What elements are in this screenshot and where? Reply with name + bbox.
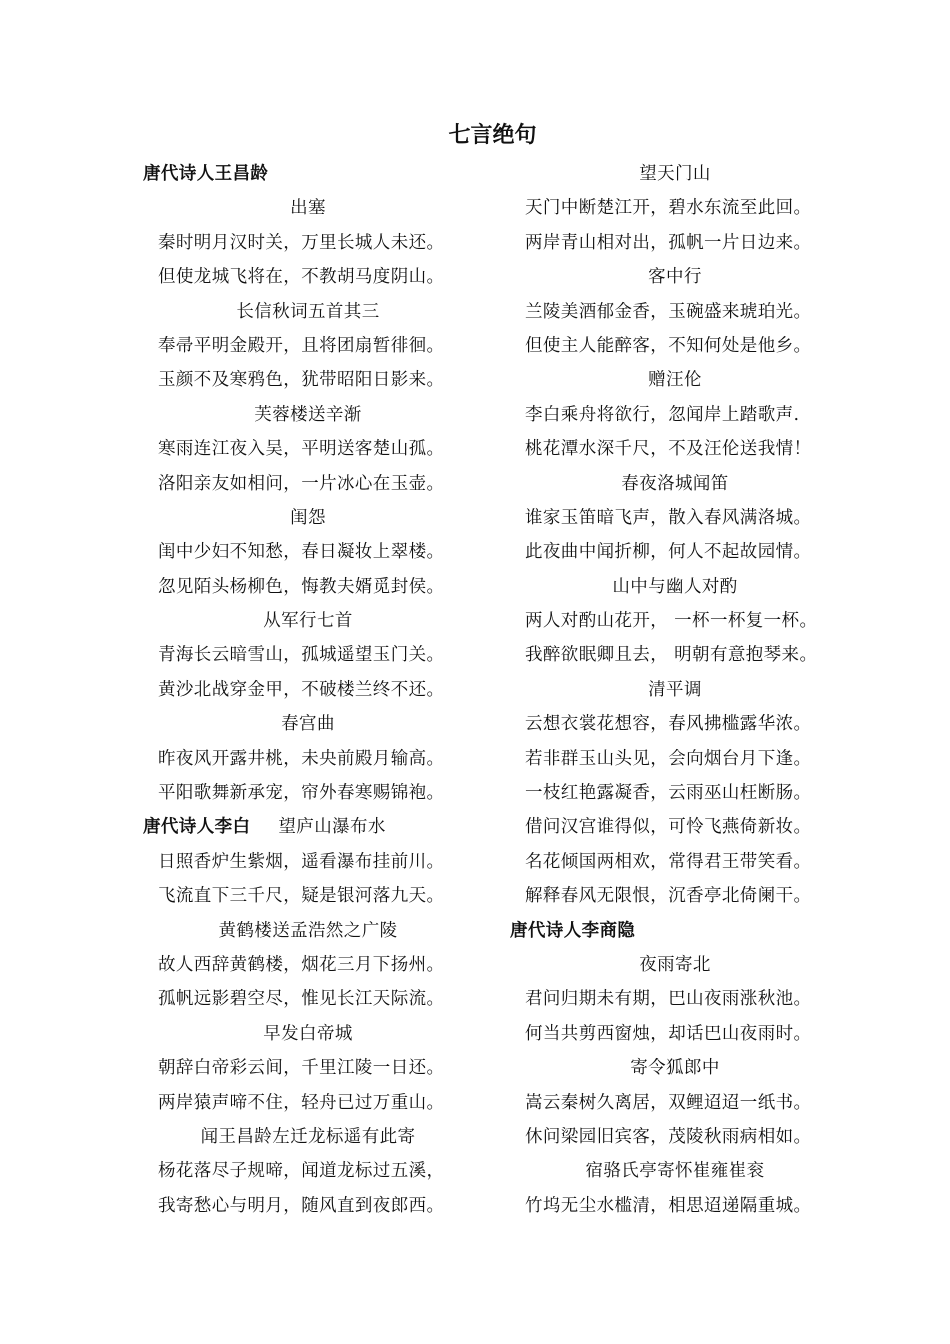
- poem-line: 李白乘舟将欲行，忽闻岸上踏歌声.: [525, 404, 800, 425]
- poem-title: 客中行: [648, 267, 702, 288]
- poem-line: 平阳歌舞新承宠，帘外春寒赐锦袍。: [158, 783, 445, 804]
- poem-title: 黄鹤楼送孟浩然之广陵: [218, 920, 398, 941]
- poem-line: 孤帆远影碧空尽，惟见长江天际流。: [158, 989, 445, 1010]
- poem-line: 云想衣裳花想容，春风拂槛露华浓。: [525, 714, 812, 735]
- poem-line: 闺中少妇不知愁，春日凝妆上翠楼。: [158, 542, 445, 563]
- poem-line: 杨花落尽子规啼，闻道龙标过五溪，: [158, 1161, 445, 1182]
- poem-line: 天门中断楚江开，碧水东流至此回。: [525, 198, 812, 219]
- poem-line: 洛阳亲友如相问，一片冰心在玉壶。: [158, 473, 445, 494]
- poem-title: 山中与幽人对酌: [612, 576, 738, 597]
- poem-title: 闺怨: [290, 507, 326, 528]
- poem-line: 但使龙城飞将在，不教胡马度阴山。: [158, 267, 445, 288]
- poem-line: 此夜曲中闻折柳，何人不起故园情。: [525, 542, 812, 563]
- poem-line: 奉帚平明金殿开，且将团扇暂徘徊。: [158, 335, 445, 356]
- poem-title: 长信秋词五首其三: [236, 301, 380, 322]
- left-column: [128, 157, 488, 1223]
- poem-line: 嵩云秦树久离居，双鲤迢迢一纸书。: [525, 1092, 812, 1113]
- poem-line: 借问汉宫谁得似，可怜飞燕倚新妆。: [525, 817, 812, 838]
- author-heading: 唐代诗人李白: [143, 817, 251, 838]
- poem-line: 故人西辞黄鹤楼，烟花三月下扬州。: [158, 954, 445, 975]
- poem-line: 若非群玉山头见，会向烟台月下逢。: [525, 748, 812, 769]
- author-heading: 唐代诗人王昌龄: [143, 164, 269, 184]
- poem-title: 望庐山瀑布水: [278, 817, 386, 838]
- poem-title: 从军行七首: [263, 611, 353, 632]
- right-column: [495, 157, 855, 1223]
- poem-line: 朝辞白帝彩云间，千里江陵一日还。: [158, 1058, 445, 1079]
- poem-line: 秦时明月汉时关，万里长城人未还。: [158, 232, 445, 253]
- poem-title: 赠汪伦: [648, 370, 702, 391]
- author-heading: 唐代诗人李商隐: [510, 920, 636, 941]
- poem-line: 日照香炉生紫烟，遥看瀑布挂前川。: [158, 851, 445, 872]
- poem-line: 君问归期未有期，巴山夜雨涨秋池。: [525, 989, 812, 1010]
- poem-line: 解释春风无限恨，沉香亭北倚阑干。: [525, 886, 812, 907]
- poem-line: 我寄愁心与明月，随风直到夜郎西。: [158, 1195, 445, 1216]
- poem-title: 望天门山: [639, 164, 711, 184]
- poem-line: 一枝红艳露凝香，云雨巫山枉断肠。: [525, 783, 812, 804]
- poem-line: 寒雨连江夜入吴，平明送客楚山孤。: [158, 439, 445, 460]
- poem-line: 何当共剪西窗烛，却话巴山夜雨时。: [525, 1023, 812, 1044]
- poem-line: 但使主人能醉客，不知何处是他乡。: [525, 335, 812, 356]
- poem-line: 名花倾国两相欢，常得君王带笑看。: [525, 851, 812, 872]
- poem-line: 两人对酌山花开， 一杯一杯复一杯。: [525, 611, 818, 632]
- poem-line: 黄沙北战穿金甲，不破楼兰终不还。: [158, 679, 445, 700]
- poem-line: 忽见陌头杨柳色，悔教夫婿觅封侯。: [158, 576, 445, 597]
- page-title: 七言绝句: [448, 123, 537, 148]
- poem-title: 芙蓉楼送辛渐: [254, 404, 362, 425]
- poem-line: 桃花潭水深千尺，不及汪伦送我情！: [525, 439, 812, 460]
- poem-line: 昨夜风开露井桃，未央前殿月输高。: [158, 748, 445, 769]
- poem-title: 寄令狐郎中: [630, 1058, 720, 1079]
- poem-line: 玉颜不及寒鸦色，犹带昭阳日影来。: [158, 370, 445, 391]
- author-title-row: [128, 810, 488, 844]
- poem-line: 兰陵美酒郁金香，玉碗盛来琥珀光。: [525, 301, 812, 322]
- poem-line: 休问梁园旧宾客，茂陵秋雨病相如。: [525, 1126, 812, 1147]
- poem-title: 春夜洛城闻笛: [621, 473, 729, 494]
- poem-line: 青海长云暗雪山，孤城遥望玉门关。: [158, 645, 445, 666]
- poem-title: 早发白帝城: [263, 1023, 353, 1044]
- poem-title: 宿骆氏亭寄怀崔雍崔衮: [585, 1161, 765, 1182]
- poem-title: 春宫曲: [281, 714, 335, 735]
- poem-line: 谁家玉笛暗飞声，散入春风满洛城。: [525, 507, 812, 528]
- poem-title: 闻王昌龄左迁龙标遥有此寄: [200, 1126, 416, 1147]
- poem-title: 出塞: [290, 198, 326, 219]
- poem-title: 夜雨寄北: [639, 954, 711, 975]
- poem-line: 两岸猿声啼不住，轻舟已过万重山。: [158, 1092, 445, 1113]
- poem-title: 清平调: [648, 679, 702, 700]
- poem-line: 两岸青山相对出，孤帆一片日边来。: [525, 232, 812, 253]
- poem-line: 竹坞无尘水槛清，相思迢递隔重城。: [525, 1195, 812, 1216]
- poem-line: 我醉欲眠卿且去， 明朝有意抱琴来。: [525, 645, 818, 666]
- poem-line: 飞流直下三千尺，疑是银河落九天。: [158, 886, 445, 907]
